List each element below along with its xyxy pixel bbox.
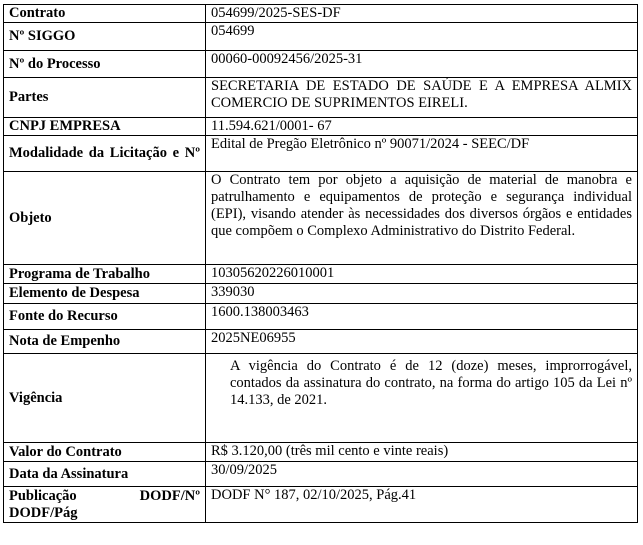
label-empenho: Nota de Empenho xyxy=(4,330,206,354)
value-fonte: 1600.138003463 xyxy=(206,304,638,330)
value-empenho: 2025NE06955 xyxy=(206,330,638,354)
value-elemento: 339030 xyxy=(206,284,638,304)
value-programa: 10305620226010001 xyxy=(206,265,638,284)
row-programa xyxy=(4,265,638,284)
label-siggo: Nº SIGGO xyxy=(4,23,206,51)
label-modalidade: Modalidade da Licitação e Nº xyxy=(4,136,206,172)
value-processo: 00060-00092456/2025-31 xyxy=(206,51,638,78)
label-valor: Valor do Contrato xyxy=(4,443,206,462)
row-vigencia xyxy=(4,354,638,443)
row-publicacao xyxy=(4,487,638,523)
row-modalidade xyxy=(4,136,638,172)
value-objeto: O Contrato tem por objeto a aquisição de material de manobra e patrulhamento e equipamentos de proteção e segurança individual (EPI), visando atender às necessidades dos diversos órgãos e entidades que compõem o Complexo Administrativo do Distrito Federal. xyxy=(206,172,638,265)
value-modalidade: Edital de Pregão Eletrônico nº 90071/2024 - SEEC/DF xyxy=(206,136,638,172)
label-partes: Partes xyxy=(4,78,206,118)
label-publicacao-word: Publicação xyxy=(9,487,77,504)
row-partes xyxy=(4,78,638,118)
value-valor: R$ 3.120,00 (três mil cento e vinte reais) xyxy=(206,443,638,462)
label-publicacao xyxy=(4,487,206,523)
value-contrato: 054699/2025-SES-DF xyxy=(206,5,638,23)
label-vigencia: Vigência xyxy=(4,354,206,443)
label-data-assinatura: Data da Assinatura xyxy=(4,462,206,487)
value-cnpj: 11.594.621/0001- 67 xyxy=(206,118,638,136)
value-data-assinatura: 30/09/2025 xyxy=(206,462,638,487)
label-processo: Nº do Processo xyxy=(4,51,206,78)
value-vigencia: A vigência do Contrato é de 12 (doze) meses, improrrogável, contados da assinatura do contrato, na forma do artigo 105 da Lei nº 14.133, de 2021. xyxy=(206,354,638,443)
row-fonte xyxy=(4,304,638,330)
label-programa: Programa de Trabalho xyxy=(4,265,206,284)
label-publicacao-dodf-pag: DODF/Pág xyxy=(9,504,78,521)
row-contrato xyxy=(4,5,638,23)
row-processo xyxy=(4,51,638,78)
label-publicacao-line1 xyxy=(9,488,200,505)
label-fonte: Fonte do Recurso xyxy=(4,304,206,330)
row-siggo xyxy=(4,23,638,51)
label-publicacao-dodf-n: DODF/Nº xyxy=(139,487,200,504)
row-elemento xyxy=(4,284,638,304)
label-contrato: Contrato xyxy=(4,5,206,23)
row-valor xyxy=(4,443,638,462)
label-cnpj: CNPJ EMPRESA xyxy=(4,118,206,136)
value-siggo: 054699 xyxy=(206,23,638,51)
row-data-assinatura xyxy=(4,462,638,487)
value-publicacao: DODF N° 187, 02/10/2025, Pág.41 xyxy=(206,487,638,523)
label-elemento: Elemento de Despesa xyxy=(4,284,206,304)
value-partes: SECRETARIA DE ESTADO DE SAÚDE E A EMPRESA ALMIX COMERCIO DE SUPRIMENTOS EIRELI. xyxy=(206,78,638,118)
row-cnpj xyxy=(4,118,638,136)
contract-summary-table xyxy=(3,4,638,523)
row-objeto xyxy=(4,172,638,265)
label-objeto: Objeto xyxy=(4,172,206,265)
row-empenho xyxy=(4,330,638,354)
